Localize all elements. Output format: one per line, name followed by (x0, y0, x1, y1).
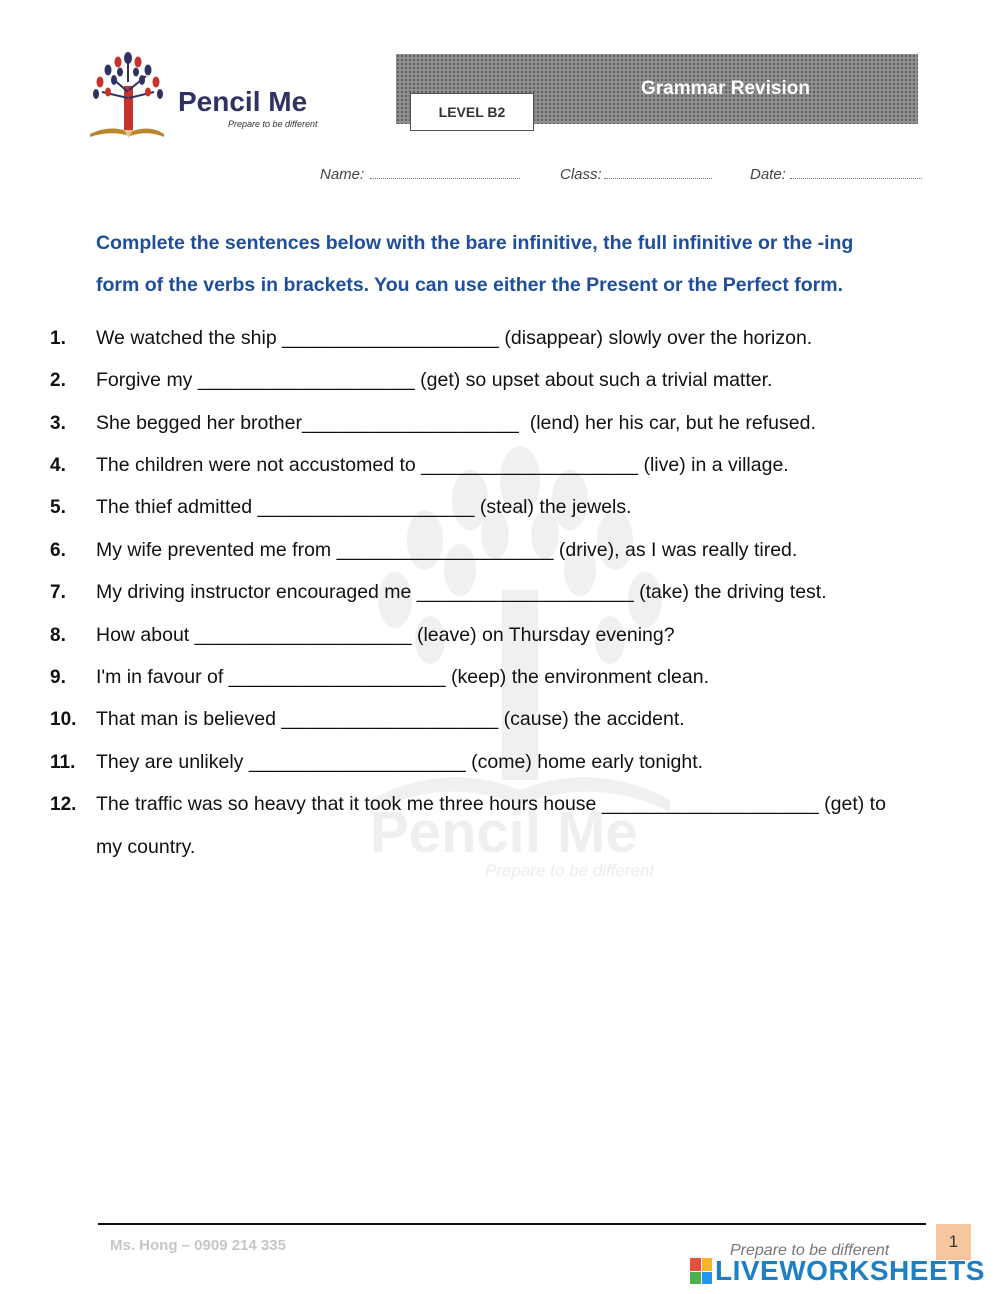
item-sentence: We watched the ship ____________________ (disappear) slowly over the horizon. (96, 327, 813, 349)
liveworksheets-brand: LIVEWORKSHEETS (715, 1255, 985, 1286)
item-sentence: The children were not accustomed to ____________________ (live) in a village. (96, 454, 789, 476)
item-sentence: How about ____________________ (leave) on Thursday evening? (96, 624, 675, 646)
item-number: 12. (50, 794, 77, 815)
item-sentence: The traffic was so heavy that it took me three hours house ____________________ (get) to (96, 793, 886, 815)
footer-slogan: Prepare to be different (730, 1242, 890, 1259)
logo-name: Pencil Me (178, 86, 308, 117)
item-number: 5. (50, 497, 66, 518)
instruction-line-1: Complete the sentences below with the bare infinitive, the full infinitive or the -ing (96, 232, 854, 254)
item-sentence: She begged her brother____________________ (lend) her his car, but he refused. (96, 412, 816, 434)
item-sentence: I'm in favour of ____________________ (keep) the environment clean. (96, 666, 709, 688)
class-label: Class: (560, 166, 602, 183)
item-number: 10. (50, 709, 77, 730)
item-number: 2. (50, 370, 66, 391)
footer-divider (98, 1223, 926, 1225)
item-sentence: They are unlikely ____________________ (come) home early tonight. (96, 751, 704, 773)
liveworksheets-logo[interactable] (690, 1254, 990, 1288)
item-number: 4. (50, 455, 66, 476)
item-sentence: The thief admitted ____________________ (steal) the jewels. (96, 496, 632, 518)
banner-title: Grammar Revision (641, 78, 810, 99)
item-number: 9. (50, 667, 66, 688)
item-number: 3. (50, 413, 66, 434)
class-field[interactable] (604, 178, 712, 179)
svg-text:Prepare to be different: Prepare to be different (485, 861, 655, 880)
footer-contact: Ms. Hong – 0909 214 335 (110, 1237, 286, 1254)
item-sentence: That man is believed ____________________ (cause) the accident. (96, 708, 685, 730)
item-number: 8. (50, 625, 66, 646)
date-label: Date: (750, 166, 786, 183)
item-sentence: Forgive my ____________________ (get) so upset about such a trivial matter. (96, 369, 773, 391)
item-sentence-continued: my country. (96, 836, 196, 858)
item-sentence: My wife prevented me from ____________________ (drive), as I was really tired. (96, 539, 798, 561)
item-number: 1. (50, 328, 66, 349)
svg-text:Pencil Me: Pencil Me (370, 800, 638, 865)
item-number: 7. (50, 582, 66, 603)
item-sentence: My driving instructor encouraged me ____________________ (take) the driving test. (96, 581, 827, 603)
page-number: 1 (936, 1224, 971, 1260)
liveworksheets-icon (690, 1258, 712, 1284)
item-number: 11. (50, 752, 76, 773)
level-badge: LEVEL B2 (410, 93, 534, 131)
instruction-line-2: form of the verbs in brackets. You can use either the Present or the Perfect form. (96, 274, 843, 296)
name-field[interactable] (370, 178, 520, 179)
logo-tagline: Prepare to be different (228, 119, 318, 129)
date-field[interactable] (790, 178, 922, 179)
name-label: Name: (320, 166, 365, 183)
item-number: 6. (50, 540, 66, 561)
